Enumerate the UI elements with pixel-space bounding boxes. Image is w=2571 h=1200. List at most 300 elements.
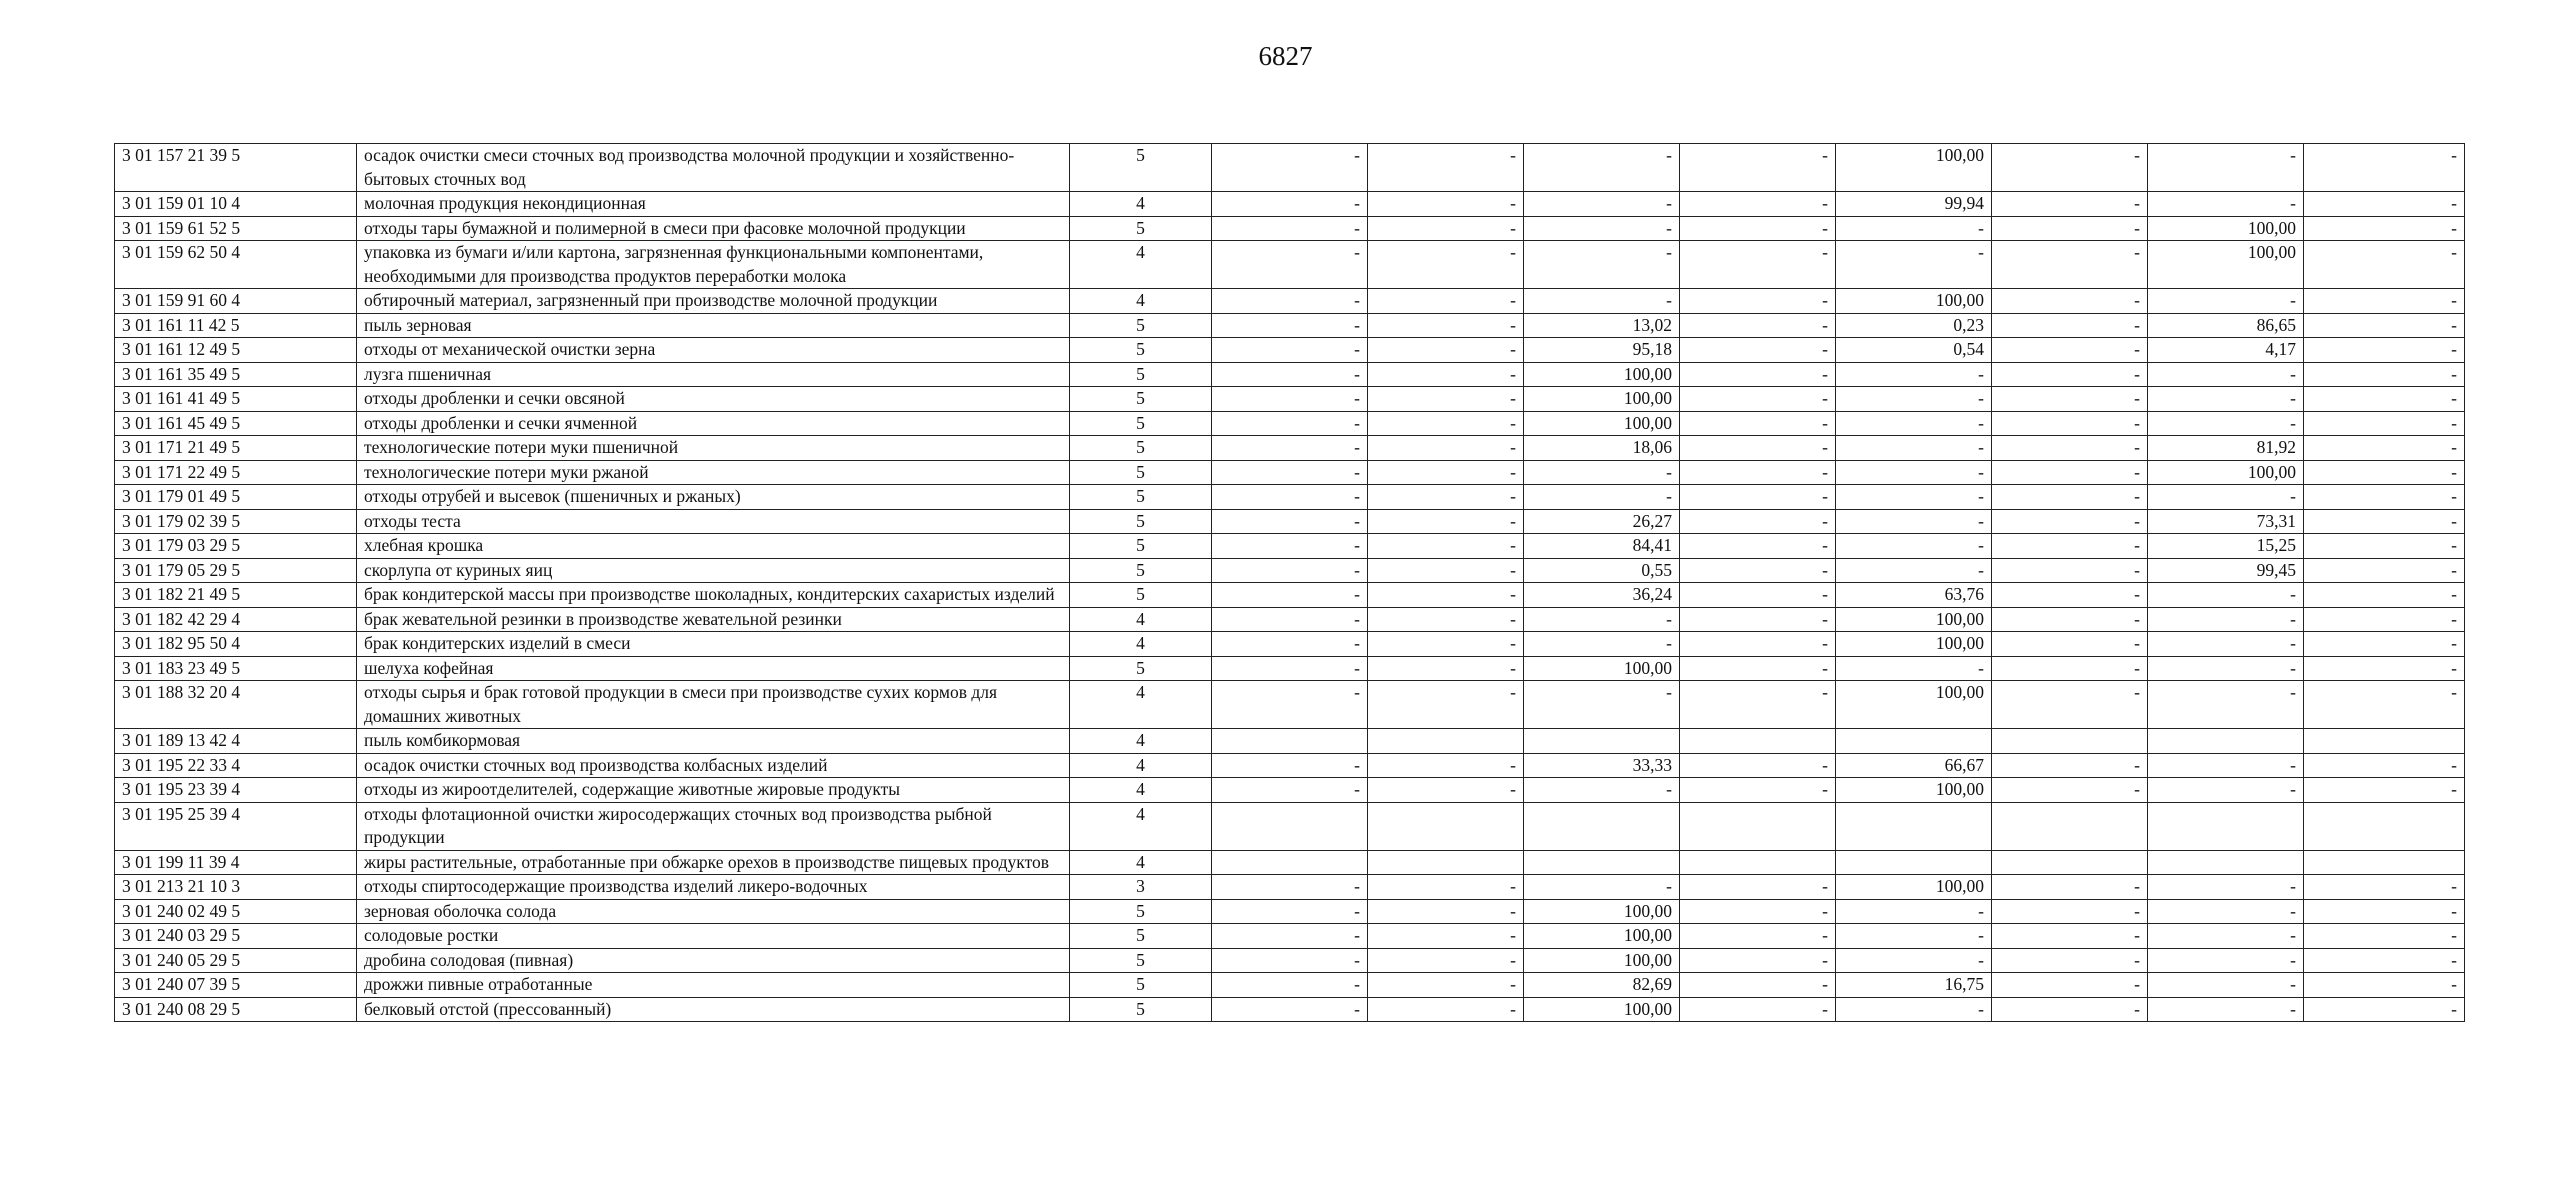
- share-value-cell: 4,17: [2148, 338, 2304, 363]
- share-value-cell: -: [1212, 681, 1368, 729]
- table-row: [115, 534, 2465, 559]
- share-value-cell: -: [2304, 192, 2465, 217]
- share-value-cell: 100,00: [1836, 778, 1992, 803]
- share-value-cell: -: [2304, 973, 2465, 998]
- share-value-cell: -: [1368, 607, 1524, 632]
- waste-code-cell: 3 01 179 05 29 5: [115, 558, 357, 583]
- share-value-cell: -: [1524, 681, 1680, 729]
- share-value-cell: -: [1212, 485, 1368, 510]
- share-value-cell: [1212, 850, 1368, 875]
- hazard-class-cell: 5: [1070, 485, 1212, 510]
- share-value-cell: -: [1680, 778, 1836, 803]
- share-value-cell: -: [2148, 899, 2304, 924]
- share-value-cell: -: [1992, 436, 2148, 461]
- share-value-cell: -: [1524, 875, 1680, 900]
- share-value-cell: -: [2304, 997, 2465, 1022]
- share-value-cell: -: [1680, 144, 1836, 192]
- waste-code-cell: 3 01 240 07 39 5: [115, 973, 357, 998]
- share-value-cell: -: [1992, 875, 2148, 900]
- share-value-cell: -: [1680, 948, 1836, 973]
- hazard-class-cell: 4: [1070, 632, 1212, 657]
- share-value-cell: 100,00: [1524, 656, 1680, 681]
- share-value-cell: -: [2148, 997, 2304, 1022]
- hazard-class-cell: 5: [1070, 338, 1212, 363]
- share-value-cell: -: [1680, 681, 1836, 729]
- table-row: [115, 241, 2465, 289]
- share-value-cell: -: [1680, 997, 1836, 1022]
- waste-name-cell: белковый отстой (прессованный): [357, 997, 1070, 1022]
- share-value-cell: 63,76: [1836, 583, 1992, 608]
- waste-name-cell: брак кондитерской массы при производстве шоколадных, кондитерских сахаристых изделий: [357, 583, 1070, 608]
- share-value-cell: -: [2148, 656, 2304, 681]
- share-value-cell: -: [1368, 387, 1524, 412]
- hazard-class-cell: 5: [1070, 387, 1212, 412]
- share-value-cell: 100,00: [1836, 632, 1992, 657]
- hazard-class-cell: 5: [1070, 997, 1212, 1022]
- share-value-cell: -: [1368, 681, 1524, 729]
- share-value-cell: -: [1680, 338, 1836, 363]
- waste-code-cell: 3 01 195 22 33 4: [115, 753, 357, 778]
- hazard-class-cell: 5: [1070, 583, 1212, 608]
- share-value-cell: -: [1992, 778, 2148, 803]
- share-value-cell: [1368, 802, 1524, 850]
- share-value-cell: -: [1212, 778, 1368, 803]
- share-value-cell: -: [2148, 144, 2304, 192]
- waste-code-cell: 3 01 159 61 52 5: [115, 216, 357, 241]
- share-value-cell: -: [1836, 216, 1992, 241]
- share-value-cell: -: [1836, 362, 1992, 387]
- waste-name-cell: отходы отрубей и высевок (пшеничных и ржаных): [357, 485, 1070, 510]
- hazard-class-cell: 5: [1070, 216, 1212, 241]
- share-value-cell: -: [1992, 656, 2148, 681]
- share-value-cell: [1368, 729, 1524, 754]
- share-value-cell: 0,23: [1836, 313, 1992, 338]
- share-value-cell: -: [1368, 216, 1524, 241]
- waste-code-cell: 3 01 188 32 20 4: [115, 681, 357, 729]
- share-value-cell: -: [1680, 607, 1836, 632]
- share-value-cell: -: [1992, 144, 2148, 192]
- hazard-class-cell: 4: [1070, 289, 1212, 314]
- share-value-cell: 100,00: [1524, 362, 1680, 387]
- share-value-cell: -: [1836, 460, 1992, 485]
- share-value-cell: -: [1836, 509, 1992, 534]
- share-value-cell: -: [1212, 241, 1368, 289]
- share-value-cell: -: [2148, 753, 2304, 778]
- share-value-cell: -: [1524, 485, 1680, 510]
- share-value-cell: -: [1368, 899, 1524, 924]
- share-value-cell: -: [2304, 607, 2465, 632]
- table-row: [115, 802, 2465, 850]
- share-value-cell: -: [1212, 436, 1368, 461]
- share-value-cell: -: [1524, 289, 1680, 314]
- share-value-cell: -: [2148, 411, 2304, 436]
- share-value-cell: 100,00: [1836, 875, 1992, 900]
- share-value-cell: -: [1992, 607, 2148, 632]
- share-value-cell: -: [1680, 656, 1836, 681]
- share-value-cell: -: [1368, 778, 1524, 803]
- share-value-cell: -: [1992, 509, 2148, 534]
- hazard-class-cell: 5: [1070, 436, 1212, 461]
- waste-code-cell: 3 01 213 21 10 3: [115, 875, 357, 900]
- share-value-cell: 36,24: [1524, 583, 1680, 608]
- share-value-cell: -: [1524, 778, 1680, 803]
- share-value-cell: 82,69: [1524, 973, 1680, 998]
- share-value-cell: -: [1212, 144, 1368, 192]
- share-value-cell: -: [1836, 241, 1992, 289]
- share-value-cell: -: [1368, 192, 1524, 217]
- share-value-cell: [2148, 802, 2304, 850]
- waste-code-cell: 3 01 240 08 29 5: [115, 997, 357, 1022]
- share-value-cell: -: [1992, 534, 2148, 559]
- waste-name-cell: отходы дробленки и сечки ячменной: [357, 411, 1070, 436]
- share-value-cell: -: [1992, 924, 2148, 949]
- waste-name-cell: лузга пшеничная: [357, 362, 1070, 387]
- share-value-cell: -: [1680, 753, 1836, 778]
- share-value-cell: -: [1212, 216, 1368, 241]
- share-value-cell: -: [1992, 362, 2148, 387]
- waste-code-cell: 3 01 240 02 49 5: [115, 899, 357, 924]
- waste-code-cell: 3 01 161 35 49 5: [115, 362, 357, 387]
- share-value-cell: 100,00: [1524, 997, 1680, 1022]
- waste-code-cell: 3 01 182 21 49 5: [115, 583, 357, 608]
- share-value-cell: [1524, 729, 1680, 754]
- share-value-cell: 100,00: [1836, 607, 1992, 632]
- table-row: [115, 144, 2465, 192]
- share-value-cell: -: [2148, 485, 2304, 510]
- share-value-cell: -: [1680, 534, 1836, 559]
- share-value-cell: -: [1212, 656, 1368, 681]
- table-row: [115, 411, 2465, 436]
- share-value-cell: [1212, 802, 1368, 850]
- table-row: [115, 338, 2465, 363]
- share-value-cell: 100,00: [1524, 411, 1680, 436]
- share-value-cell: 95,18: [1524, 338, 1680, 363]
- share-value-cell: -: [1368, 973, 1524, 998]
- waste-name-cell: упаковка из бумаги и/или картона, загрязненная функциональными компонентами, необходимыми для производства продуктов переработки молока: [357, 241, 1070, 289]
- hazard-class-cell: 5: [1070, 973, 1212, 998]
- share-value-cell: -: [1992, 632, 2148, 657]
- share-value-cell: -: [1368, 460, 1524, 485]
- waste-code-cell: 3 01 189 13 42 4: [115, 729, 357, 754]
- share-value-cell: 100,00: [2148, 460, 2304, 485]
- share-value-cell: 99,94: [1836, 192, 1992, 217]
- share-value-cell: -: [1992, 583, 2148, 608]
- waste-code-cell: 3 01 195 25 39 4: [115, 802, 357, 850]
- share-value-cell: -: [1992, 558, 2148, 583]
- share-value-cell: -: [1212, 313, 1368, 338]
- hazard-class-cell: 4: [1070, 802, 1212, 850]
- share-value-cell: -: [1368, 509, 1524, 534]
- share-value-cell: -: [2148, 387, 2304, 412]
- waste-name-cell: отходы флотационной очистки жиросодержащих сточных вод производства рыбной продукции: [357, 802, 1070, 850]
- share-value-cell: -: [1212, 973, 1368, 998]
- share-value-cell: -: [1212, 192, 1368, 217]
- share-value-cell: [1680, 850, 1836, 875]
- share-value-cell: 66,67: [1836, 753, 1992, 778]
- hazard-class-cell: 5: [1070, 656, 1212, 681]
- share-value-cell: 84,41: [1524, 534, 1680, 559]
- share-value-cell: -: [1992, 948, 2148, 973]
- share-value-cell: -: [2304, 681, 2465, 729]
- share-value-cell: 0,55: [1524, 558, 1680, 583]
- share-value-cell: 100,00: [1836, 289, 1992, 314]
- share-value-cell: -: [1680, 313, 1836, 338]
- waste-name-cell: молочная продукция некондиционная: [357, 192, 1070, 217]
- share-value-cell: -: [1836, 534, 1992, 559]
- share-value-cell: -: [1212, 509, 1368, 534]
- waste-code-cell: 3 01 157 21 39 5: [115, 144, 357, 192]
- table-row: [115, 192, 2465, 217]
- share-value-cell: -: [1836, 485, 1992, 510]
- share-value-cell: -: [1368, 875, 1524, 900]
- waste-name-cell: зерновая оболочка солода: [357, 899, 1070, 924]
- waste-name-cell: отходы тары бумажной и полимерной в смеси при фасовке молочной продукции: [357, 216, 1070, 241]
- share-value-cell: 100,00: [2148, 216, 2304, 241]
- waste-name-cell: технологические потери муки пшеничной: [357, 436, 1070, 461]
- share-value-cell: -: [1680, 583, 1836, 608]
- share-value-cell: -: [1680, 460, 1836, 485]
- waste-code-cell: 3 01 161 12 49 5: [115, 338, 357, 363]
- share-value-cell: -: [1368, 411, 1524, 436]
- share-value-cell: [2304, 729, 2465, 754]
- waste-name-cell: осадок очистки сточных вод производства колбасных изделий: [357, 753, 1070, 778]
- share-value-cell: -: [2304, 778, 2465, 803]
- share-value-cell: -: [1680, 973, 1836, 998]
- hazard-class-cell: 5: [1070, 460, 1212, 485]
- share-value-cell: -: [1836, 387, 1992, 412]
- share-value-cell: -: [1836, 899, 1992, 924]
- share-value-cell: -: [2304, 632, 2465, 657]
- share-value-cell: -: [1212, 924, 1368, 949]
- share-value-cell: -: [2148, 632, 2304, 657]
- share-value-cell: 100,00: [1524, 899, 1680, 924]
- share-value-cell: [2304, 850, 2465, 875]
- share-value-cell: -: [1212, 460, 1368, 485]
- share-value-cell: -: [2148, 362, 2304, 387]
- table-row: [115, 460, 2465, 485]
- share-value-cell: -: [1680, 485, 1836, 510]
- hazard-class-cell: 4: [1070, 778, 1212, 803]
- waste-name-cell: дробина солодовая (пивная): [357, 948, 1070, 973]
- waste-name-cell: жиры растительные, отработанные при обжарке орехов в производстве пищевых продуктов: [357, 850, 1070, 875]
- share-value-cell: -: [1524, 192, 1680, 217]
- waste-name-cell: отходы сырья и брак готовой продукции в смеси при производстве сухих кормов для домашних животных: [357, 681, 1070, 729]
- share-value-cell: -: [2304, 924, 2465, 949]
- share-value-cell: [1992, 729, 2148, 754]
- share-value-cell: -: [2304, 558, 2465, 583]
- share-value-cell: -: [1368, 362, 1524, 387]
- share-value-cell: -: [1212, 338, 1368, 363]
- hazard-class-cell: 4: [1070, 192, 1212, 217]
- share-value-cell: -: [1368, 289, 1524, 314]
- share-value-cell: -: [2148, 607, 2304, 632]
- share-value-cell: 100,00: [1524, 924, 1680, 949]
- share-value-cell: -: [2304, 656, 2465, 681]
- share-value-cell: -: [2148, 948, 2304, 973]
- share-value-cell: -: [2304, 583, 2465, 608]
- waste-name-cell: отходы из жироотделителей, содержащие животные жировые продукты: [357, 778, 1070, 803]
- share-value-cell: -: [2148, 924, 2304, 949]
- share-value-cell: -: [1368, 632, 1524, 657]
- share-value-cell: -: [1368, 948, 1524, 973]
- share-value-cell: [1368, 850, 1524, 875]
- hazard-class-cell: 4: [1070, 729, 1212, 754]
- share-value-cell: -: [1212, 899, 1368, 924]
- table-row: [115, 362, 2465, 387]
- share-value-cell: -: [1992, 681, 2148, 729]
- share-value-cell: [2304, 802, 2465, 850]
- share-value-cell: [1212, 729, 1368, 754]
- share-value-cell: -: [2304, 485, 2465, 510]
- share-value-cell: 99,45: [2148, 558, 2304, 583]
- table-row: [115, 778, 2465, 803]
- share-value-cell: -: [1212, 534, 1368, 559]
- share-value-cell: 100,00: [1524, 948, 1680, 973]
- share-value-cell: -: [2304, 362, 2465, 387]
- share-value-cell: -: [1368, 144, 1524, 192]
- share-value-cell: -: [1992, 313, 2148, 338]
- share-value-cell: [1836, 729, 1992, 754]
- share-value-cell: 73,31: [2148, 509, 2304, 534]
- share-value-cell: -: [1992, 753, 2148, 778]
- share-value-cell: -: [1368, 558, 1524, 583]
- table-row: [115, 289, 2465, 314]
- share-value-cell: -: [2304, 144, 2465, 192]
- share-value-cell: -: [1992, 216, 2148, 241]
- share-value-cell: -: [1680, 289, 1836, 314]
- share-value-cell: -: [1368, 313, 1524, 338]
- hazard-class-cell: 3: [1070, 875, 1212, 900]
- table-row: [115, 216, 2465, 241]
- hazard-class-cell: 5: [1070, 509, 1212, 534]
- share-value-cell: -: [1368, 241, 1524, 289]
- table-row: [115, 924, 2465, 949]
- share-value-cell: -: [1680, 436, 1836, 461]
- hazard-class-cell: 4: [1070, 241, 1212, 289]
- share-value-cell: -: [1992, 241, 2148, 289]
- share-value-cell: 81,92: [2148, 436, 2304, 461]
- table-row: [115, 387, 2465, 412]
- share-value-cell: -: [1524, 632, 1680, 657]
- share-value-cell: -: [1524, 607, 1680, 632]
- share-value-cell: 100,00: [2148, 241, 2304, 289]
- share-value-cell: -: [2304, 387, 2465, 412]
- waste-code-cell: 3 01 179 01 49 5: [115, 485, 357, 510]
- share-value-cell: -: [1212, 362, 1368, 387]
- hazard-class-cell: 5: [1070, 362, 1212, 387]
- share-value-cell: -: [1368, 534, 1524, 559]
- share-value-cell: -: [2304, 899, 2465, 924]
- share-value-cell: -: [2304, 241, 2465, 289]
- table-row: [115, 875, 2465, 900]
- share-value-cell: -: [1524, 241, 1680, 289]
- share-value-cell: 100,00: [1836, 681, 1992, 729]
- share-value-cell: -: [2148, 778, 2304, 803]
- table-row: [115, 313, 2465, 338]
- share-value-cell: 33,33: [1524, 753, 1680, 778]
- share-value-cell: -: [1368, 753, 1524, 778]
- waste-name-cell: хлебная крошка: [357, 534, 1070, 559]
- table-row: [115, 729, 2465, 754]
- table-row: [115, 485, 2465, 510]
- share-value-cell: -: [1836, 924, 1992, 949]
- share-value-cell: 0,54: [1836, 338, 1992, 363]
- share-value-cell: -: [1680, 192, 1836, 217]
- waste-name-cell: скорлупа от куриных яиц: [357, 558, 1070, 583]
- share-value-cell: -: [2148, 973, 2304, 998]
- share-value-cell: 86,65: [2148, 313, 2304, 338]
- share-value-cell: [2148, 850, 2304, 875]
- share-value-cell: -: [2148, 583, 2304, 608]
- share-value-cell: -: [1992, 192, 2148, 217]
- hazard-class-cell: 4: [1070, 607, 1212, 632]
- share-value-cell: -: [1212, 997, 1368, 1022]
- share-value-cell: -: [1212, 558, 1368, 583]
- table-row: [115, 681, 2465, 729]
- waste-name-cell: отходы спиртосодержащие производства изделий ликеро-водочных: [357, 875, 1070, 900]
- share-value-cell: [2148, 729, 2304, 754]
- hazard-class-cell: 4: [1070, 681, 1212, 729]
- waste-code-cell: 3 01 171 22 49 5: [115, 460, 357, 485]
- waste-code-cell: 3 01 182 95 50 4: [115, 632, 357, 657]
- share-value-cell: -: [2304, 948, 2465, 973]
- share-value-cell: -: [1212, 411, 1368, 436]
- share-value-cell: -: [2304, 216, 2465, 241]
- hazard-class-cell: 5: [1070, 144, 1212, 192]
- waste-code-cell: 3 01 240 03 29 5: [115, 924, 357, 949]
- share-value-cell: [1992, 850, 2148, 875]
- waste-code-cell: 3 01 183 23 49 5: [115, 656, 357, 681]
- hazard-class-cell: 5: [1070, 899, 1212, 924]
- share-value-cell: -: [1836, 558, 1992, 583]
- hazard-class-cell: 5: [1070, 313, 1212, 338]
- table-body: [115, 144, 2465, 1022]
- share-value-cell: -: [1368, 656, 1524, 681]
- share-value-cell: -: [1680, 387, 1836, 412]
- share-value-cell: -: [2304, 289, 2465, 314]
- waste-code-cell: 3 01 240 05 29 5: [115, 948, 357, 973]
- share-value-cell: -: [2304, 411, 2465, 436]
- share-value-cell: -: [1368, 338, 1524, 363]
- waste-name-cell: шелуха кофейная: [357, 656, 1070, 681]
- waste-name-cell: отходы дробленки и сечки овсяной: [357, 387, 1070, 412]
- waste-code-cell: 3 01 161 11 42 5: [115, 313, 357, 338]
- share-value-cell: -: [1992, 338, 2148, 363]
- table-row: [115, 632, 2465, 657]
- share-value-cell: -: [1212, 948, 1368, 973]
- hazard-class-cell: 5: [1070, 558, 1212, 583]
- share-value-cell: -: [1992, 289, 2148, 314]
- waste-name-cell: брак кондитерских изделий в смеси: [357, 632, 1070, 657]
- page-number: 6827: [1258, 41, 1313, 71]
- hazard-class-cell: 5: [1070, 948, 1212, 973]
- share-value-cell: 100,00: [1836, 144, 1992, 192]
- share-value-cell: -: [1212, 583, 1368, 608]
- waste-name-cell: солодовые ростки: [357, 924, 1070, 949]
- share-value-cell: -: [1368, 436, 1524, 461]
- share-value-cell: -: [1212, 387, 1368, 412]
- waste-code-cell: 3 01 161 45 49 5: [115, 411, 357, 436]
- share-value-cell: -: [1680, 875, 1836, 900]
- share-value-cell: -: [1212, 289, 1368, 314]
- table-row: [115, 850, 2465, 875]
- share-value-cell: 18,06: [1524, 436, 1680, 461]
- waste-name-cell: технологические потери муки ржаной: [357, 460, 1070, 485]
- share-value-cell: 15,25: [2148, 534, 2304, 559]
- waste-code-cell: 3 01 195 23 39 4: [115, 778, 357, 803]
- hazard-class-cell: 5: [1070, 924, 1212, 949]
- share-value-cell: -: [1368, 583, 1524, 608]
